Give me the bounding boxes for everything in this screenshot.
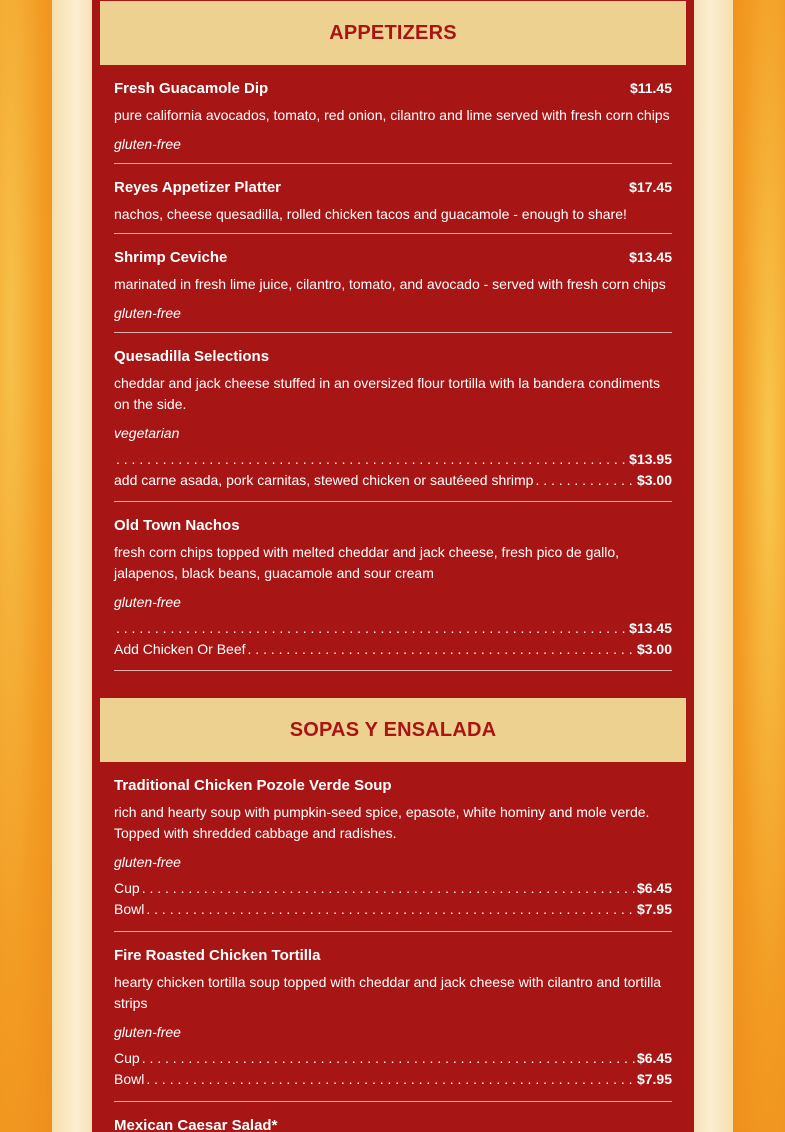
option-label: Bowl — [114, 1071, 145, 1087]
price-option-row — [114, 620, 672, 640]
option-label: Add Chicken Or Beef — [114, 641, 246, 657]
price-option-row — [114, 641, 672, 661]
item-dietary-tag: gluten-free — [114, 594, 181, 610]
dot-leader — [140, 880, 637, 896]
price-option-row — [114, 1050, 672, 1070]
price-option-row — [114, 472, 672, 492]
item-dietary-tag: gluten-free — [114, 854, 181, 870]
item-divider — [114, 670, 672, 671]
item-description: marinated in fresh lime juice, cilantro, tomato, and avocado - served with fresh corn chips — [114, 276, 666, 292]
dot-leader — [114, 451, 629, 467]
item-name: Old Town Nachos — [114, 517, 240, 534]
item-description: rich and hearty soup with pumpkin-seed spice, epasote, white hominy and mole verde. Topped with shredded cabbage and radishes. — [114, 804, 650, 841]
item-dietary-tag: vegetarian — [114, 425, 180, 441]
item-description: cheddar and jack cheese stuffed in an oversized flour tortilla with la bandera condiments on the side. — [114, 375, 661, 412]
price-option-row — [114, 880, 672, 900]
option-price: $3.00 — [636, 472, 672, 488]
item-name: Fresh Guacamole Dip — [114, 80, 269, 97]
item-divider — [114, 1101, 672, 1102]
section-title: SOPAS Y ENSALADA — [289, 718, 497, 741]
item-description: pure california avocados, tomato, red onion, cilantro and lime served with fresh corn chips — [114, 107, 670, 123]
dot-leader — [140, 1050, 637, 1066]
option-label: Cup — [114, 1050, 140, 1066]
item-name: Shrimp Ceviche — [114, 249, 228, 266]
item-divider — [114, 233, 672, 234]
item-name: Mexican Caesar Salad* — [114, 1117, 278, 1132]
dot-leader — [246, 641, 637, 657]
item-description: nachos, cheese quesadilla, rolled chicken tacos and guacamole - enough to share! — [114, 206, 627, 222]
price-option-row — [114, 1071, 672, 1091]
item-dietary-tag: gluten-free — [114, 305, 181, 321]
page-border-right — [694, 0, 734, 1132]
dot-leader — [114, 620, 629, 636]
menu-panel — [92, 0, 694, 1132]
option-label: add carne asada, pork carnitas, stewed chicken or sautéeed shrimp — [114, 472, 534, 488]
page-border-left — [52, 0, 92, 1132]
item-name: Quesadilla Selections — [114, 348, 270, 365]
option-label: Bowl — [114, 901, 145, 917]
price-option-row — [114, 901, 672, 921]
section-title: APPETIZERS — [329, 21, 457, 44]
option-price: $7.95 — [636, 1071, 672, 1087]
item-description: fresh corn chips topped with melted cheddar and jack cheese, fresh pico de gallo, jalapenos, black beans, guacamole and sour cream — [114, 544, 620, 581]
item-divider — [114, 501, 672, 502]
item-divider — [114, 163, 672, 164]
item-price: $13.45 — [629, 249, 672, 265]
dot-leader — [144, 1071, 637, 1087]
item-divider — [114, 931, 672, 932]
dot-leader — [533, 472, 637, 488]
option-price: $13.45 — [629, 620, 672, 636]
price-option-row — [114, 451, 672, 471]
item-description: hearty chicken tortilla soup topped with cheddar and jack cheese with cilantro and tortilla strips — [114, 974, 662, 1011]
item-dietary-tag: gluten-free — [114, 136, 181, 152]
option-price: $6.45 — [636, 1050, 672, 1066]
section-header-appetizers — [100, 1, 686, 65]
option-label: Cup — [114, 880, 140, 896]
item-name: Traditional Chicken Pozole Verde Soup — [114, 777, 392, 794]
option-price: $3.00 — [636, 641, 672, 657]
item-price: $17.45 — [629, 179, 672, 195]
item-price: $11.45 — [629, 80, 672, 96]
item-name: Fire Roasted Chicken Tortilla — [114, 947, 321, 964]
item-divider — [114, 332, 672, 333]
item-name: Reyes Appetizer Platter — [114, 179, 282, 196]
background-left — [0, 0, 52, 1132]
option-price: $13.95 — [629, 451, 672, 467]
background-right — [733, 0, 785, 1132]
option-price: $7.95 — [636, 901, 672, 917]
section-header-sopas — [100, 698, 686, 762]
option-price: $6.45 — [636, 880, 672, 896]
dot-leader — [144, 901, 637, 917]
item-dietary-tag: gluten-free — [114, 1024, 181, 1040]
